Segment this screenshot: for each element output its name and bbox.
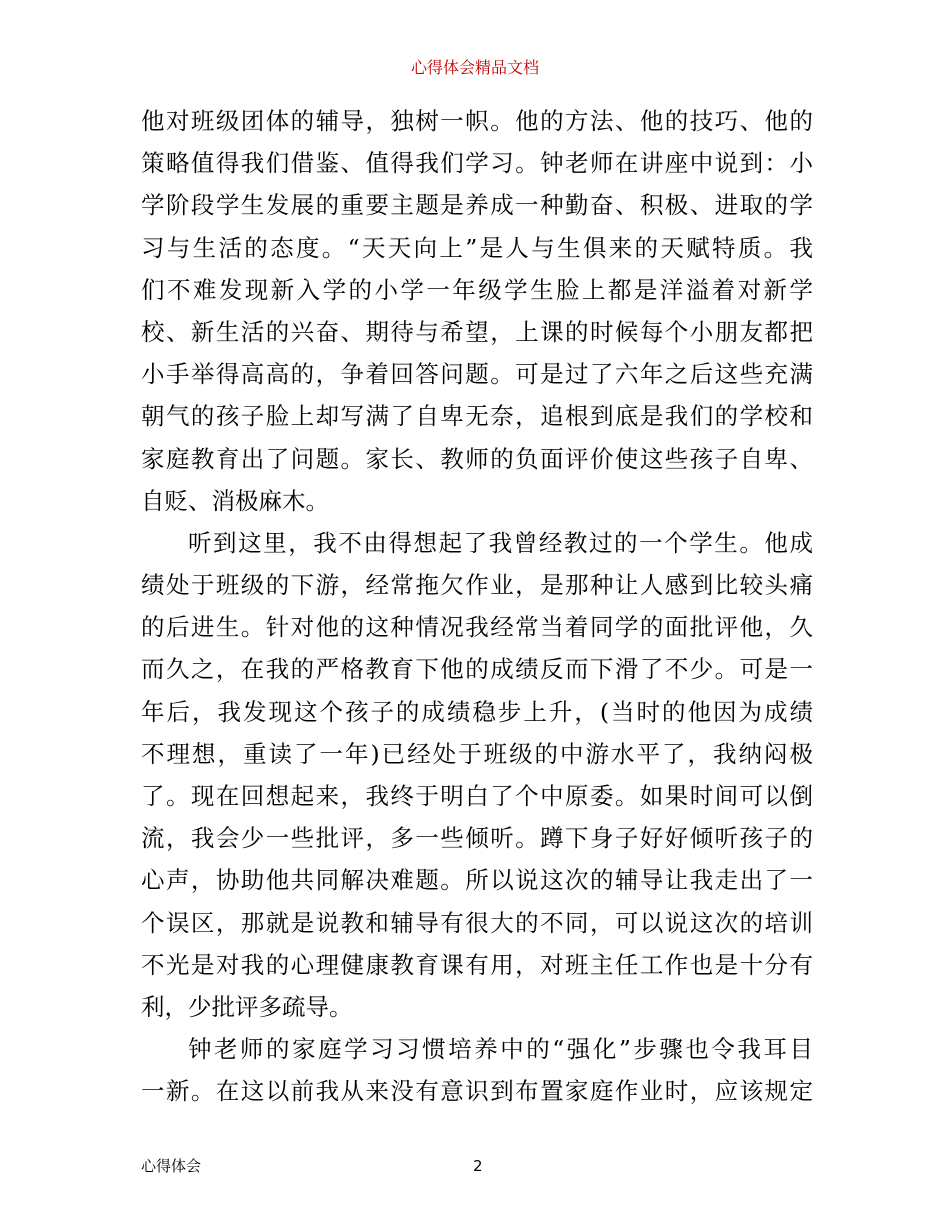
body-line: 他对班级团体的辅导，独树一帜。他的方法、他的技巧、他的: [141, 107, 813, 135]
body-line: 不光是对我的心理健康教育课有用，对班主任工作也是十分有: [141, 950, 813, 979]
body-line: 利，少批评多疏导。: [141, 992, 353, 1021]
body-line: 习与生活的态度。“天天向上”是人与生俱来的天赋特质。我: [141, 233, 813, 262]
page-number: 2: [473, 1157, 483, 1175]
body-line: 策略值得我们借鉴、值得我们学习。钟老师在讲座中说到：小: [141, 149, 813, 178]
page-header-title: 心得体会精品文档: [410, 58, 539, 77]
body-line: 的后进生。针对他的这种情况我经常当着同学的面批评他，久: [141, 613, 813, 642]
document-body: [141, 100, 813, 1113]
body-line: 而久之，在我的严格教育下他的成绩反而下滑了不少。可是一: [141, 655, 813, 684]
body-line: 个误区，那就是说教和辅导有很大的不同，可以说这次的培训: [141, 908, 813, 937]
body-line: 学阶段学生发展的重要主题是养成一种勤奋、积极、进取的学: [141, 191, 813, 220]
body-line: 听到这里，我不由得想起了我曾经教过的一个学生。他成: [188, 528, 813, 557]
body-line: 流，我会少一些批评，多一些倾听。蹲下身子好好倾听孩子的: [141, 824, 813, 853]
body-line: 钟老师的家庭学习习惯培养中的“强化”步骤也令我耳目: [188, 1035, 813, 1064]
body-line: 了。现在回想起来，我终于明白了个中原委。如果时间可以倒: [141, 782, 813, 810]
body-line: 绩处于班级的下游，经常拖欠作业，是那种让人感到比较头痛: [141, 571, 813, 600]
body-line: 校、新生活的兴奋、期待与希望，上课的时候每个小朋友都把: [141, 317, 813, 346]
footer-label: 心得体会: [141, 1157, 202, 1175]
body-line: 心声，协助他共同解决难题。所以说这次的辅导让我走出了一: [141, 866, 813, 895]
body-line: 小手举得高高的，争着回答问题。可是过了六年之后这些充满: [141, 360, 813, 389]
body-line: 一新。在这以前我从来没有意识到布置家庭作业时，应该规定: [141, 1077, 813, 1106]
body-line: 家庭教育出了问题。家长、教师的负面评价使这些孩子自卑、: [141, 444, 813, 473]
body-line: 朝气的孩子脸上却写满了自卑无奈，追根到底是我们的学校和: [141, 402, 813, 431]
body-line: 年后，我发现这个孩子的成绩稳步上升，(当时的他因为成绩: [141, 697, 813, 726]
body-line: 不理想，重读了一年)已经处于班级的中游水平了，我纳闷极: [141, 739, 813, 768]
body-line: 们不难发现新入学的小学一年级学生脸上都是洋溢着对新学: [141, 275, 813, 304]
body-line: 自贬、消极麻木。: [141, 486, 329, 515]
